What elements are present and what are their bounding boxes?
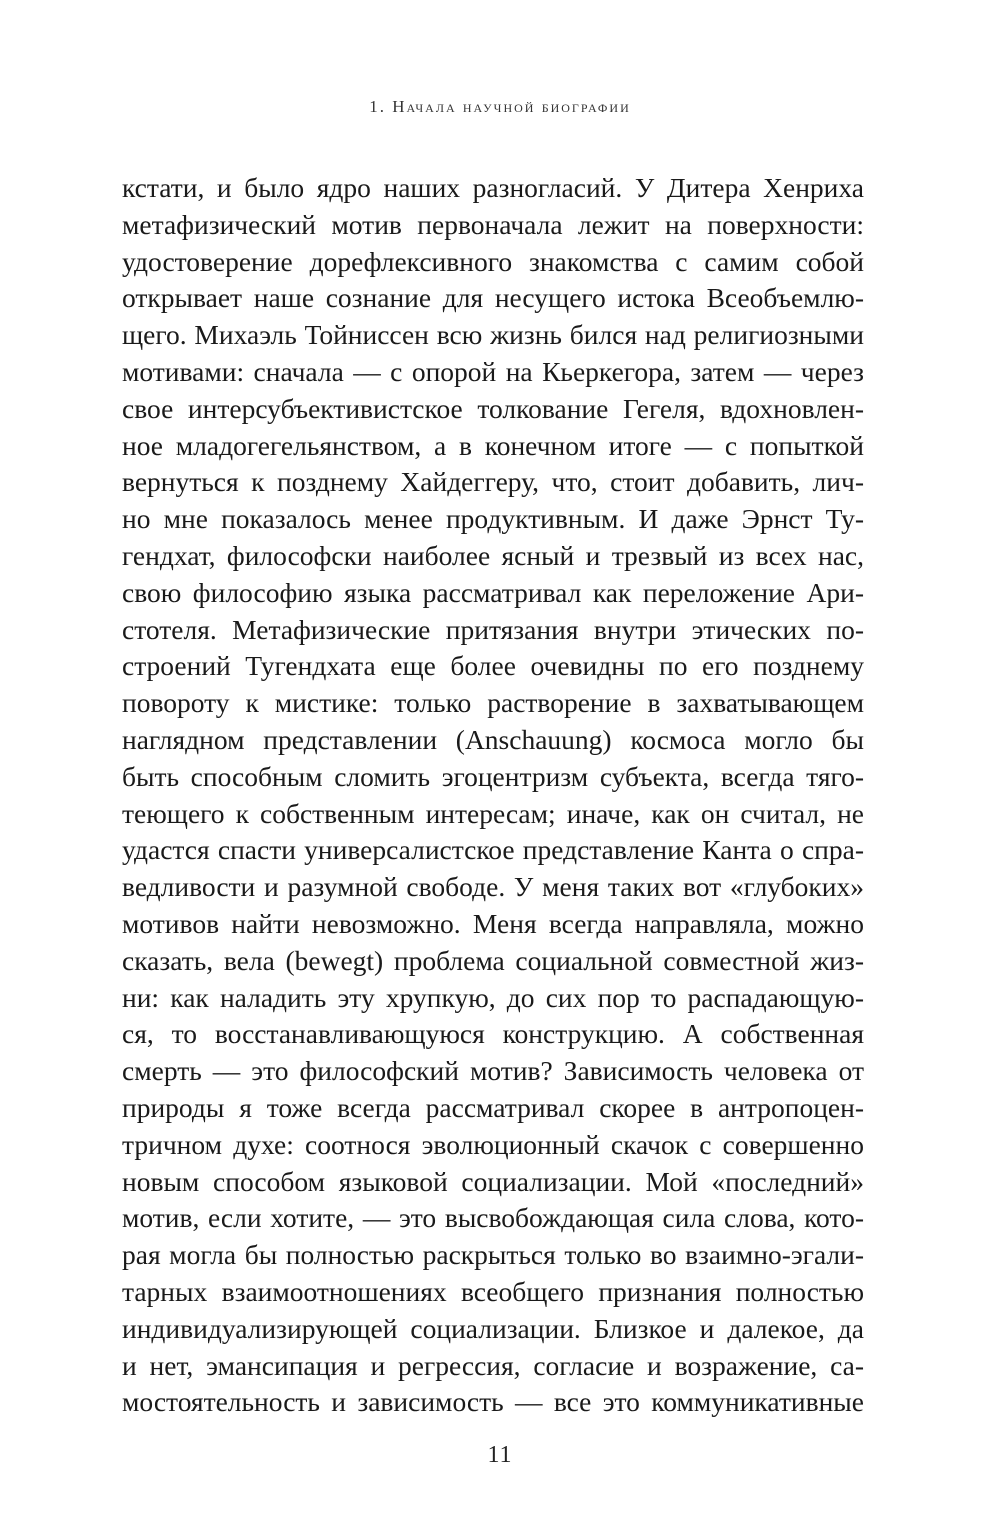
text-line: свою философию языка рассматривал как переложение Ари- [122,576,864,608]
text-line: тричном духе: соотнося эволюционный скачок с совершенно [122,1128,864,1160]
text-line: но мне показалось менее продуктивным. И даже Эрнст Ту- [122,503,864,535]
text-line: индивидуализирующей социализации. Близкое и далекое, да [122,1312,864,1344]
text-line: мотив, если хотите, — это высвобождающая сила слова, кото- [122,1202,864,1234]
text-line: свое интерсубъективистское толкование Гегеля, вдохновлен- [122,392,864,424]
text-line: смерть — это философский мотив? Зависимость человека от [122,1055,864,1087]
text-line: сказать, вела (bewegt) проблема социальной совместной жиз- [122,944,864,976]
text-line: ся, то восстанавливающуюся конструкцию. А собственная [122,1018,864,1050]
text-line: удастся спасти универсалистское представление Канта о спра- [122,834,864,866]
text-line: ни: как наладить эту хрупкую, до сих пор то распадающую- [122,981,864,1013]
text-line: тарных взаимоотношениях всеобщего признания полностью [122,1275,864,1307]
text-line: кстати, и было ядро наших разногласий. У Дитера Хенриха [122,172,864,203]
text-line: мотивов найти невозможно. Меня всегда направляла, можно [122,907,864,939]
text-line: природы я тоже всегда рассматривал скорее в антропоцен- [122,1091,864,1123]
text-line: открывает наше сознание для несущего истока Всеобъемлю- [122,282,864,314]
text-line: ное младогегельянством, а в конечном итоге — с попыткой [122,429,864,461]
text-line: теющего к собственным интересам; иначе, как он считал, не [122,797,864,829]
text-line: мотивами: сначала — с опорой на Кьеркегора, затем — через [122,355,864,387]
text-line: повороту к мистике: только растворение в захватывающем [122,687,864,719]
text-line: метафизический мотив первоначала лежит на поверхности: [122,208,864,240]
text-line: стотеля. Метафизические притязания внутри этических по- [122,613,864,645]
page-number: 11 [487,1442,513,1468]
text-line: гендхат, философски наиболее ясный и трезвый из всех нас, [122,539,864,571]
text-line: вернуться к позднему Хайдеггеру, что, стоит добавить, лич- [122,466,864,498]
text-line: удостоверение дорефлексивного знакомства с самим собой [122,245,864,277]
running-head: 1. Начала научной биографии [369,97,631,116]
text-line: наглядном представлении (Anschauung) космоса могло бы [122,723,864,755]
text-line: ведливости и разумной свободе. У меня таких вот «глубоких» [122,871,864,903]
text-line: строений Тугендхата еще более очевидны по его позднему [122,650,864,682]
text-line: рая могла бы полностью раскрыться только во взаимно-эгали- [122,1239,864,1271]
text-line: мостоятельность и зависимость — все это коммуникативные [122,1386,864,1418]
text-line: новым способом языковой социализации. Мой «последний» [122,1165,864,1197]
text-line: и нет, эмансипация и регрессия, согласие и возражение, са- [122,1349,864,1381]
body-text [122,170,864,1421]
text-line: щего. Михаэль Тойниссен всю жизнь бился над религиозными [122,319,864,351]
text-line: быть способным сломить эгоцентризм субъекта, всегда тяго- [122,760,864,792]
